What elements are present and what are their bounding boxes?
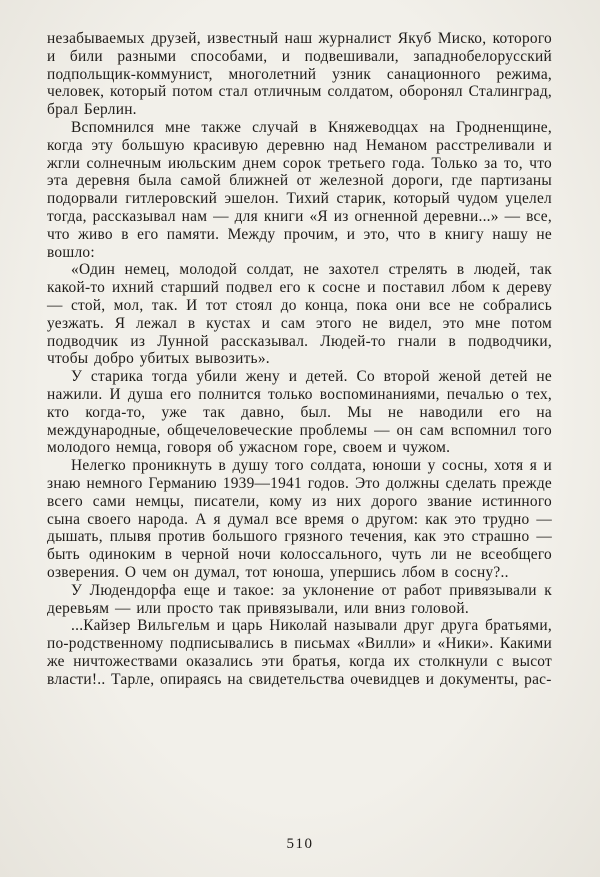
paragraph: ...Кайзер Вильгельм и царь Николай называли друг друга братьями, по-родственному подписывались в письмах «Вилли» и «Ники». Какими же ничтожествами оказались эти братья, когда их столкнули с высот власти!.. Тарле, опираясь на свидетельства очевидцев и документы, рас- (47, 617, 552, 688)
page-number: 510 (286, 836, 314, 852)
text-block (47, 30, 552, 688)
paragraph: «Один немец, молодой солдат, не захотел стрелять в людей, так какой-то ихний старший подвел его к сосне и поставил лбом к дереву — стой, мол, так. И тот стоял до конца, пока они все не собрались уезжать. Я лежал в кустах и сам этого не видел, это мне потом подводчик из Лунной рассказывал. Людей-то гнали в подводчики, чтобы добро убитых вывозить». (47, 261, 552, 368)
paragraph: незабываемых друзей, известный наш журналист Якуб Миско, которого и били разными способами, и подвешивали, западнобелорусский подпольщик-коммунист, многолетний узник санационного режима, человек, который потом стал отличным солдатом, оборонял Сталинград, брал Берлин. (47, 30, 552, 119)
paragraph: Нелегко проникнуть в душу того солдата, юноши у сосны, хотя я и знаю немного Германию 1939—1941 годов. Это должны сделать прежде всего сами немцы, писатели, кому из них дорого звание истинного сына своего народа. А я думал все время о другом: как это трудно — дышать, плывя против большого грязного течения, как это страшно — быть одиноким в черной ночи колоссального, чуть ли не всеобщего озверения. О чем он думал, тот юноша, упершись лбом в сосну?.. (47, 457, 552, 581)
paragraph: У старика тогда убили жену и детей. Со второй женой детей не нажили. И душа его полнится только воспоминаниями, печалью о тех, кто когда-то, уже так давно, был. Мы не наводили его на международные, общечеловеческие проблемы — он сам вспомнил того молодого немца, говоря об ужасном горе, своем и чужом. (47, 368, 552, 457)
paragraph: Вспомнился мне также случай в Княжеводцах на Гродненщине, когда эту большую красивую деревню над Неманом расстреливали и жгли солнечным июльским днем сорок третьего года. Только за то, что эта деревня была самой ближней от железной дороги, где партизаны подорвали гитлеровский эшелон. Тихий старик, который чудом уцелел тогда, рассказывал нам — для книги «Я из огненной деревни...» — все, что живо в его памяти. Между прочим, и это, что в книгу нашу не вошло: (47, 118, 552, 261)
paragraph: У Людендорфа еще и такое: за уклонение от работ привязывали к деревьям — или просто так привязывали, или вниз головой. (47, 581, 552, 617)
